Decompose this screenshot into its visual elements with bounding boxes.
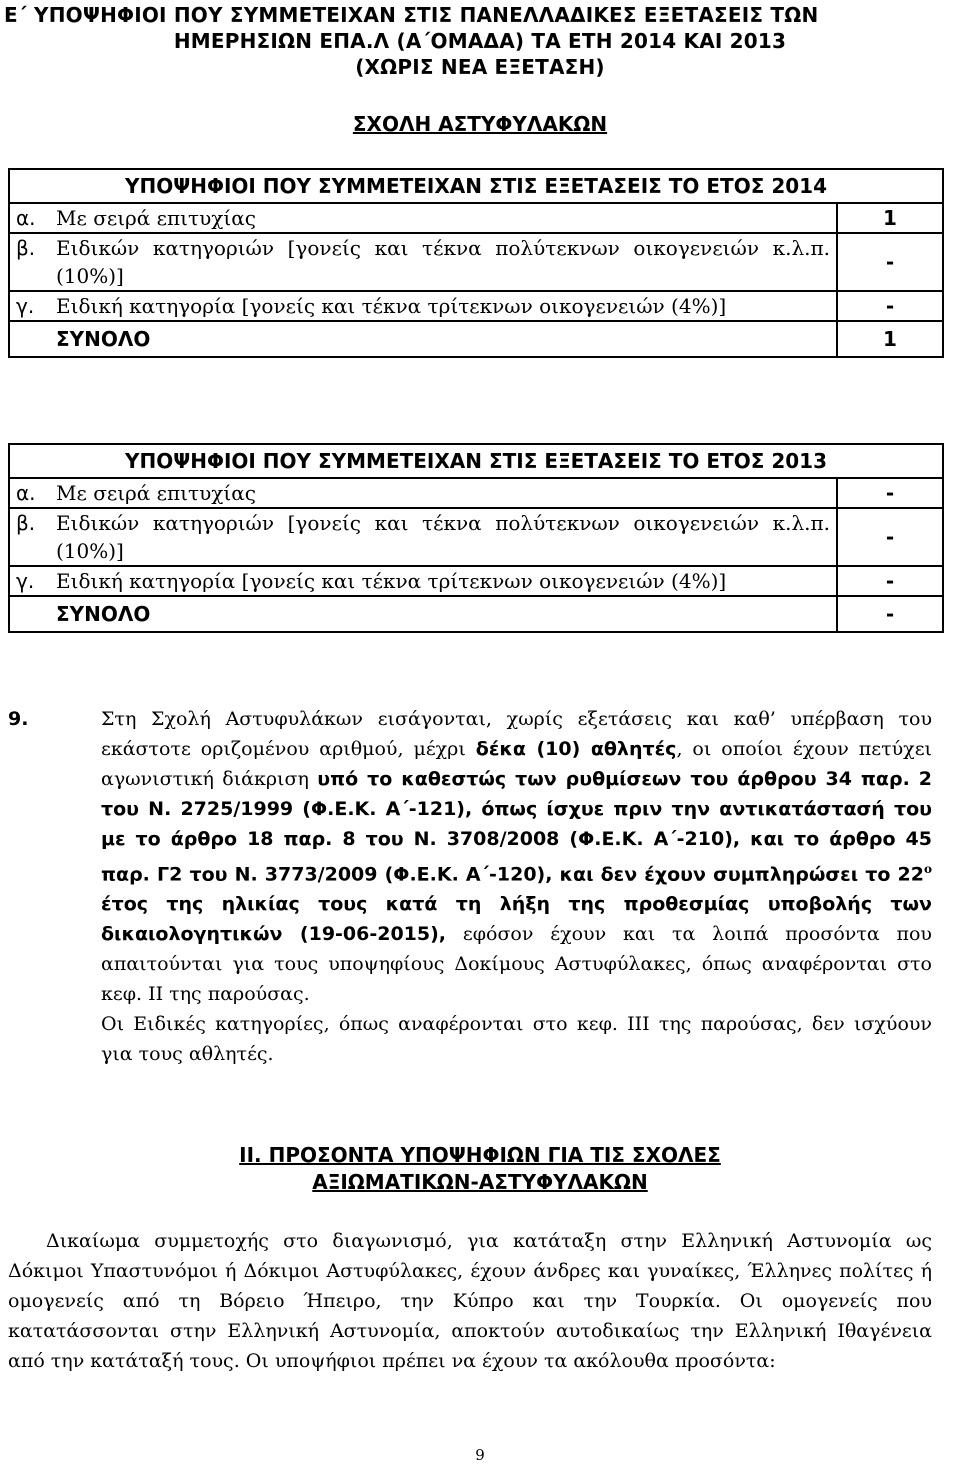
page-number: 9	[475, 1446, 485, 1464]
row-text: Με σειρά επιτυχίας	[50, 478, 837, 508]
paragraph-number: 9.	[8, 708, 29, 730]
table-row	[9, 203, 943, 233]
para9-text-3: εφόσον έχουν και τα λοιπά προσόντα που απαιτούνται για τους υποψηφίους Δοκίμους Αστυφύλακες, όπως αναφέρονται στο κεφ. II της παρούσας.	[101, 923, 932, 1006]
row-text: Ειδικών κατηγοριών [γονείς και τέκνα πολύτεκνων οικογενειών κ.λ.π. (10%)]	[50, 233, 837, 291]
table-total-row	[9, 321, 943, 357]
document-header	[0, 2, 960, 80]
table-row	[9, 478, 943, 508]
para9-superscript: ο	[923, 862, 932, 876]
row-value: -	[837, 291, 943, 321]
row-value: -	[837, 233, 943, 291]
table-total-row	[9, 596, 943, 632]
section-2-heading	[0, 1142, 960, 1196]
total-label: ΣΥΝΟΛΟ	[50, 596, 837, 632]
table-2013	[8, 443, 944, 633]
header-line-1: Ε΄ ΥΠΟΨΗΦΙΟΙ ΠΟΥ ΣΥΜΜΕΤΕΙΧΑΝ ΣΤΙΣ ΠΑΝΕΛΛΑΔΙΚΕΣ ΕΞΕΤΑΣΕΙΣ ΤΩΝ	[4, 3, 819, 27]
row-letter: α.	[9, 478, 50, 508]
section-2-line-2: ΑΞΙΩΜΑΤΙΚΩΝ-ΑΣΤΥΦΥΛΑΚΩΝ	[312, 1170, 648, 1194]
total-value: 1	[837, 321, 943, 357]
row-value: 1	[837, 203, 943, 233]
total-value: -	[837, 596, 943, 632]
paragraph-9	[8, 704, 932, 1069]
para9-bold-2: υπό το καθεστώς των ρυθμίσεων του άρθρου 34 παρ. 2 του Ν. 2725/1999 (Φ.Ε.Κ. Α΄-121), όπως ίσχυε πριν την αντικατάστασή του με το άρθρο 18 παρ. 8 του Ν. 3708/2008 (Φ.Ε.Κ. Α΄-210), και το άρθρο 45 παρ. Γ2 του Ν. 3773/2009 (Φ.Ε.Κ. Α΄-120), και δεν έχουν συμπληρώσει το 22	[101, 768, 933, 886]
table-row	[9, 566, 943, 596]
section-2-paragraph: Δικαίωμα συμμετοχής στο διαγωνισμό, για κατάταξη στην Ελληνική Αστυνομία ως Δόκιμοι Υπαστυνόμοι ή Δόκιμοι Αστυφύλακες, έχουν άνδρες και γυναίκες, Έλληνες πολίτες ή ομογενείς από τη Βόρειο Ήπειρο, την Κύπρο και την Τουρκία. Οι ομογενείς που κατατάσσονται στην Ελληνική Αστυνομία, αποκτούν αυτοδικαίως την Ελληνική Ιθαγένεια από την κατάταξή τους. Οι υποψήφιοι πρέπει να έχουν τα ακόλουθα προσόντα:	[8, 1230, 932, 1372]
para9-text-2: , οι οποίοι έχουν πετύχει αγωνιστική διάκριση	[101, 738, 932, 790]
table-2013-title: ΥΠΟΨΗΦΙΟΙ ΠΟΥ ΣΥΜΜΕΤΕΙΧΑΝ ΣΤΙΣ ΕΞΕΤΑΣΕΙΣ ΤΟ ΕΤΟΣ 2013	[9, 444, 943, 478]
row-letter: β.	[9, 233, 50, 291]
school-title: ΣΧΟΛΗ ΑΣΤΥΦΥΛΑΚΩΝ	[352, 112, 608, 136]
para9-text-4: Οι Ειδικές κατηγορίες, όπως αναφέρονται στο κεφ. III της παρούσας, δεν ισχύουν για τους αθλητές.	[101, 1013, 932, 1066]
table-row	[9, 233, 943, 291]
table-row	[9, 291, 943, 321]
row-text: Ειδική κατηγορία [γονείς και τέκνα τρίτεκνων οικογενειών (4%)]	[50, 291, 837, 321]
para9-bold-3: έτος της ηλικίας τους κατά τη λήξη της προθεσμίας υποβολής των δικαιολογητικών (19-06-2015),	[101, 893, 932, 946]
row-value: -	[837, 508, 943, 566]
section-2-line-1: ΙΙ. ΠΡΟΣΟΝΤΑ ΥΠΟΨΗΦΙΩΝ ΓΙΑ ΤΙΣ ΣΧΟΛΕΣ	[239, 1143, 721, 1167]
header-line-3: (ΧΩΡΙΣ ΝΕΑ ΕΞΕΤΑΣΗ)	[355, 55, 605, 79]
row-text: Με σειρά επιτυχίας	[50, 203, 837, 233]
row-value: -	[837, 566, 943, 596]
row-text: Ειδικών κατηγοριών [γονείς και τέκνα πολύτεκνων οικογενειών κ.λ.π. (10%)]	[50, 508, 837, 566]
para9-text-1: Στη Σχολή Αστυφυλάκων εισάγονται, χωρίς εξετάσεις και καθ’ υπέρβαση του εκάστοτε οριζομένου αριθμού, μέχρι	[101, 708, 932, 760]
row-letter: β.	[9, 508, 50, 566]
row-letter: γ.	[9, 291, 50, 321]
row-letter: α.	[9, 203, 50, 233]
table-2014	[8, 168, 944, 358]
row-text: Ειδική κατηγορία [γονείς και τέκνα τρίτεκνων οικογενειών (4%)]	[50, 566, 837, 596]
table-2014-title: ΥΠΟΨΗΦΙΟΙ ΠΟΥ ΣΥΜΜΕΤΕΙΧΑΝ ΣΤΙΣ ΕΞΕΤΑΣΕΙΣ ΤΟ ΕΤΟΣ 2014	[9, 169, 943, 203]
row-letter: γ.	[9, 566, 50, 596]
para9-bold-1: δέκα (10) αθλητές	[475, 738, 677, 760]
row-value: -	[837, 478, 943, 508]
header-line-2: ΗΜΕΡΗΣΙΩΝ ΕΠΑ.Λ (Α΄ΟΜΑΔΑ) ΤΑ ΕΤΗ 2014 ΚΑΙ 2013	[173, 29, 787, 53]
table-row	[9, 508, 943, 566]
total-label: ΣΥΝΟΛΟ	[50, 321, 837, 357]
